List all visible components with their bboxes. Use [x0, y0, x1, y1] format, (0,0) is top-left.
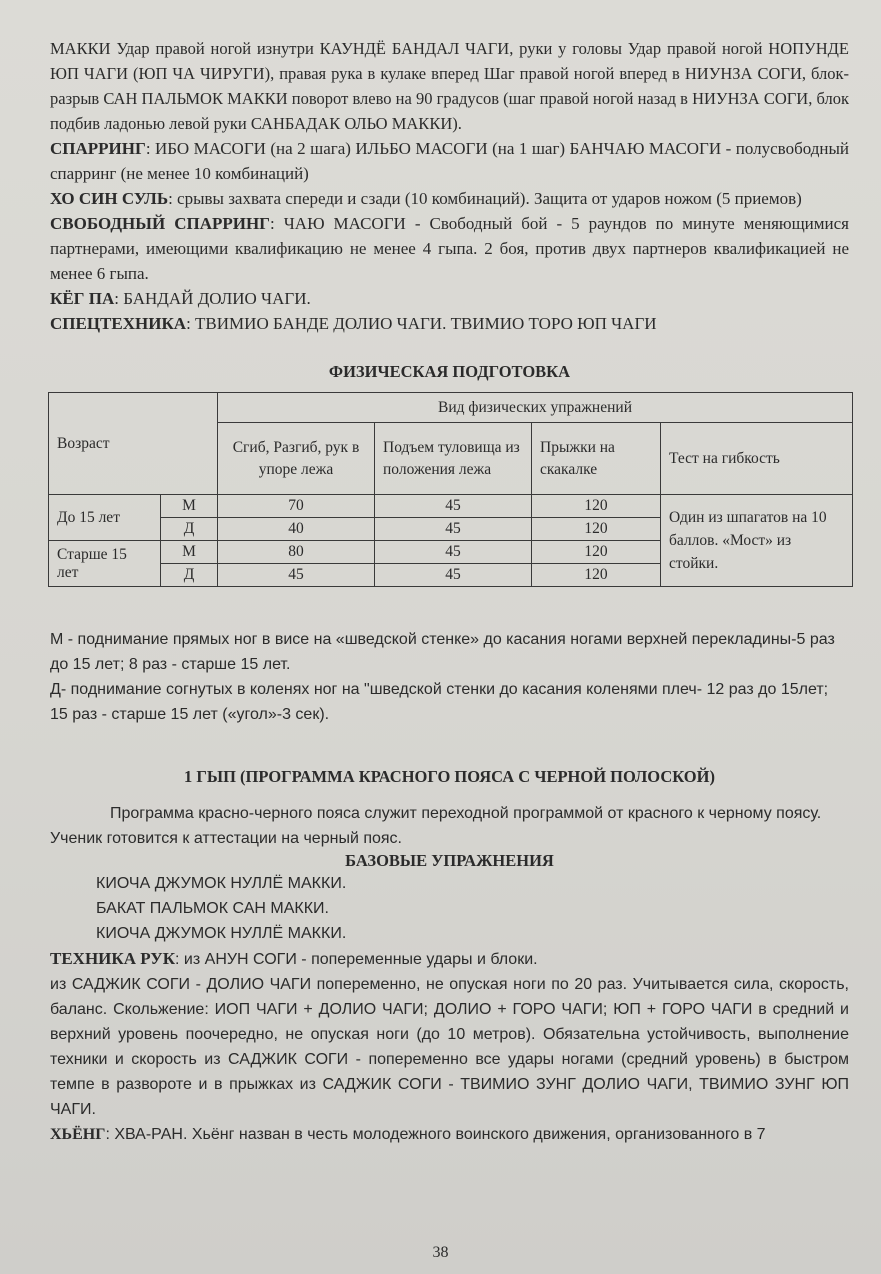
hand-tech-paragraph: [50, 946, 849, 972]
leg-paragraph: из САДЖИК СОГИ - ДОЛИО ЧАГИ попеременно, не опуская ноги по 20 раз. Учитывается сила, скорость, баланс. Скольжение: ИОП ЧАГИ + ДОЛИО ЧАГИ; ДОЛИО + ГОРО ЧАГИ; ЮП + ГОРО ЧАГИ в средний и верхний уровень поочередно, не опуская ноги (до 10 метров). Обязательна устойчивость, выполнение техники и скорость из САДЖИК СОГИ - попеременно все удары ногами (средний уровень) в быстром темпе в развороте и в прыжках из САДЖИК СОГИ - ТВИМИО ЗУНГ ДОЛИО ЧАГИ, ТВИМИО ЗУНГ ЮП ЧАГИ.: [50, 976, 849, 1118]
note-d: Д- поднимание согнутых в коленях ног на "шведской стенки до касания коленями плеч- 12 раз до 15лет; 15 раз - старше 15 лет («угол»-3 сек).: [50, 681, 829, 723]
spectech-heading: СПЕЦТЕХНИКА: [50, 314, 187, 333]
basic-item-1: КИОЧА ДЖУМОК НУЛЛЁ МАККИ.: [96, 875, 347, 892]
row3-situps: 45: [375, 541, 532, 564]
col-flex-header: Тест на гибкость: [661, 423, 853, 495]
exercise-group-header: Вид физических упражнений: [218, 393, 853, 423]
age-header: Возраст: [49, 393, 218, 495]
row2-situps: 45: [375, 518, 532, 541]
sparring-text: : ИБО МАСОГИ (на 2 шага) ИЛЬБО МАСОГИ (на 1 шаг) БАНЧАЮ МАСОГИ - полусвободный спарринг (не менее 10 комбинаций): [50, 139, 849, 183]
row2-rope: 120: [532, 518, 661, 541]
row4-situps: 45: [375, 564, 532, 587]
over15-sex-column: [160, 541, 217, 586]
intro-paragraph: Программа красно-черного пояса служит переходной программой от красного к черному поясу. Ученик готовится к аттестации на черный пояс.: [50, 805, 822, 847]
row2-pushups: 40: [218, 518, 375, 541]
over15-sex-m: М: [161, 541, 217, 564]
flex-test-cell: Один из шпагатов на 10 баллов. «Мост» из стойки.: [661, 495, 853, 587]
hand-tech-text: : из АНУН СОГИ - попеременные удары и блоки.: [175, 951, 538, 968]
kyogpa-heading: КЁГ ПА: [50, 289, 115, 308]
note-m: М - поднимание прямых ног в висе на «шведской стенке» до касания ногами верхней перекладины-5 раз до 15 лет; 8 раз - старше 15 лет.: [50, 631, 835, 673]
basic-item-2: БАКАТ ПАЛЬМОК САН МАККИ.: [96, 900, 329, 917]
over15-sex-d: Д: [183, 566, 195, 583]
row4-rope: 120: [532, 564, 661, 587]
under15-age-label: До 15 лет: [57, 508, 120, 526]
hosinsul-heading: ХО СИН СУЛЬ: [50, 189, 169, 208]
row3-rope: 120: [532, 541, 661, 564]
hosinsul-paragraph: [50, 186, 849, 211]
gyp-title: 1 ГЫП (ПРОГРАММА КРАСНОГО ПОЯСА С ЧЕРНОЙ ПОЛОСКОЙ): [184, 767, 715, 786]
under15-sex-column: [160, 495, 217, 540]
free-sparring-text: : ЧАЮ МАСОГИ - Свободный бой - 5 раундов по минуте меняющимися партнерами, имеющими квалификацию не менее 4 гыпа. 2 боя, против двух партнеров квалификацией не менее 6 гыпа.: [50, 214, 850, 283]
table-row: [49, 495, 853, 518]
col-situps-header: Подъем туловища из положения лежа: [375, 423, 532, 495]
under15-sex-d: Д: [183, 520, 195, 537]
row1-situps: 45: [375, 495, 532, 518]
basic-item-3: КИОЧА ДЖУМОК НУЛЛЁ МАККИ.: [96, 925, 347, 942]
col-rope-header: Прыжки на скакалке: [532, 423, 661, 495]
free-sparring-heading: СВОБОДНЫЙ СПАРРИНГ: [50, 214, 270, 233]
under15-sex-m: М: [161, 495, 217, 518]
top-paragraph: МАККИ Удар правой ногой изнутри КАУНДЁ БАНДАЛ ЧАГИ, руки у головы Удар правой ногой НОПУНДЕ ЮП ЧАГИ (ЮП ЧА ЧИРУГИ), правая рука в кулаке вперед Шаг правой ногой вперед в НИУНЗА СОГИ, блок-разрыв САН ПАЛЬМОК МАККИ поворот влево на 90 градусов (шаг правой ногой назад в НИУНЗА СОГИ, блок подбив ладонью левой руки САНБАДАК ОЛЬО МАККИ).: [50, 39, 849, 133]
hyong-heading: ХЬЁНГ: [50, 1126, 106, 1143]
kyogpa-paragraph: [50, 286, 849, 311]
hyong-text: : ХВА-РАН. Хьёнг назван в честь молодежного воинского движения, организованного в 7: [105, 1126, 766, 1143]
sparring-paragraph: [50, 136, 849, 186]
hand-tech-heading: ТЕХНИКА РУК: [50, 949, 176, 968]
age-under-15: [49, 495, 218, 541]
hosinsul-text: : срывы захвата спереди и сзади (10 комбинаций). Защита от ударов ножом (5 приемов): [168, 189, 802, 208]
spectech-text: : ТВИМИО БАНДЕ ДОЛИО ЧАГИ. ТВИМИО ТОРО ЮП ЧАГИ: [186, 314, 657, 333]
sparring-heading: СПАРРИНГ: [50, 139, 146, 158]
row1-rope: 120: [532, 495, 661, 518]
phys-title: ФИЗИЧЕСКАЯ ПОДГОТОВКА: [328, 362, 571, 381]
row3-pushups: 80: [218, 541, 375, 564]
free-sparring-paragraph: [50, 211, 849, 286]
over15-age-group: [49, 541, 217, 586]
physical-training-table: [48, 392, 853, 587]
row4-pushups: 45: [218, 564, 375, 587]
spectech-paragraph: [50, 311, 849, 336]
col-pushups-header: Сгиб, Разгиб, рук в упоре лежа: [218, 423, 375, 495]
hyong-paragraph: [50, 1122, 849, 1147]
page-number: 38: [432, 1244, 449, 1261]
kyogpa-text: : БАНДАЙ ДОЛИО ЧАГИ.: [114, 289, 311, 308]
over15-age-label: Старше 15 лет: [57, 545, 127, 581]
row1-pushups: 70: [218, 495, 375, 518]
age-over-15: [49, 541, 218, 587]
basic-title: БАЗОВЫЕ УПРАЖНЕНИЯ: [345, 851, 554, 870]
under15-age-group: [49, 495, 217, 540]
